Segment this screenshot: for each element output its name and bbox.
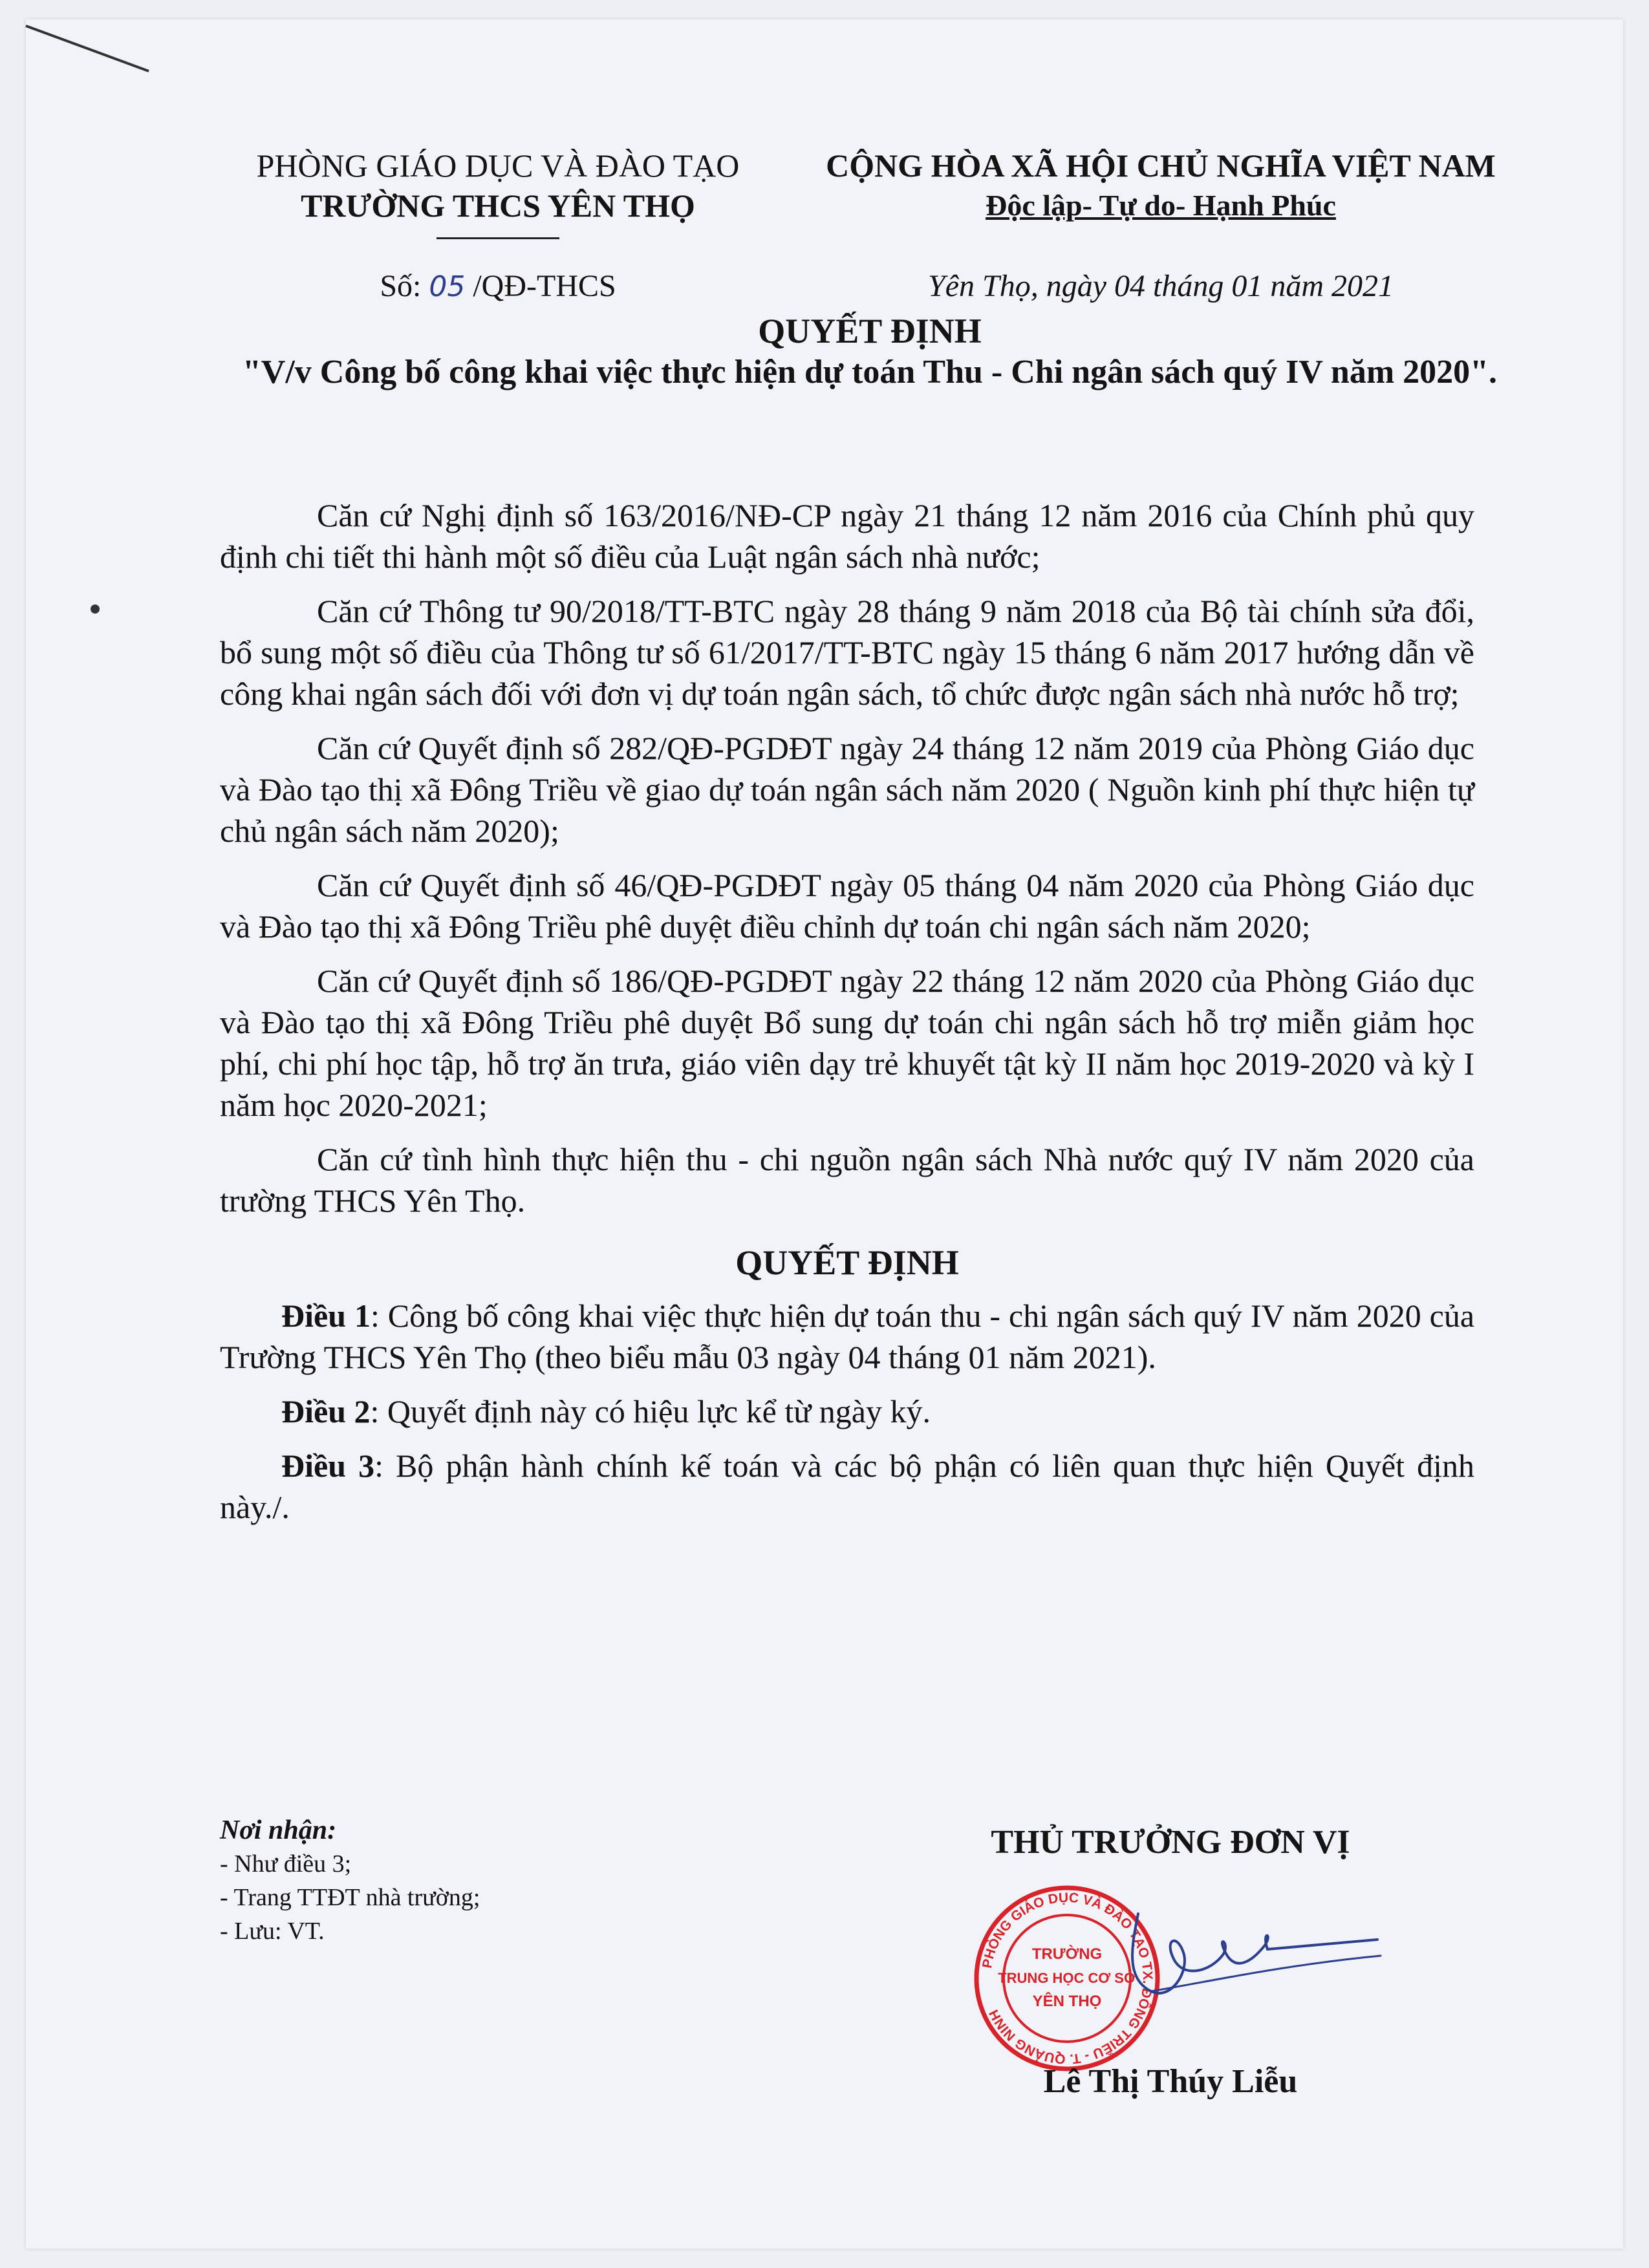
- place-and-date: Yên Thọ, ngày 04 tháng 01 năm 2021: [928, 269, 1394, 303]
- legal-basis: Căn cứ Quyết định số 186/QĐ-PGDĐT ngày 22 tháng 12 năm 2020 của Phòng Giáo dục và Đào tạo thị xã Đông Triều phê duyệt Bổ sung dự toán chi ngân sách hỗ trợ miễn giảm học phí, chi phí học tập, hỗ trợ ăn trưa, giáo viên dạy trẻ khuyết tật kỳ II năm học 2019-2020 và kỳ I năm học 2020-2021;: [220, 963, 1474, 1123]
- recipient-item: - Trang TTĐT nhà trường;: [220, 1884, 480, 1911]
- document-body: [220, 495, 1474, 1541]
- legal-basis: Căn cứ Quyết định số 282/QĐ-PGDĐT ngày 24 tháng 12 năm 2019 của Phòng Giáo dục và Đào tạo thị xã Đông Triều về giao dự toán ngân sách năm 2020 ( Nguồn kinh phí thực hiện tự chủ ngân sách năm 2020);: [220, 730, 1474, 849]
- handwritten-signature: [1112, 1894, 1384, 2011]
- legal-basis: Căn cứ Nghị định số 163/2016/NĐ-CP ngày 21 tháng 12 năm 2016 của Chính phủ quy định chi tiết thi hành một số điều của Luật ngân sách nhà nước;: [220, 497, 1474, 575]
- issuing-agency: [213, 145, 782, 239]
- legal-basis: Căn cứ Quyết định số 46/QĐ-PGDĐT ngày 05 tháng 04 năm 2020 của Phòng Giáo dục và Đào tạo thị xã Đông Triều phê duyệt điều chỉnh dự toán chi ngân sách năm 2020;: [220, 867, 1474, 945]
- svg-text:TRƯỜNG: TRƯỜNG: [1031, 1945, 1103, 1963]
- title-subject: "V/v Công bố công khai việc thực hiện dự toán Thu - Chi ngân sách quý IV năm 2020".: [242, 354, 1498, 390]
- signer-name: Lê Thị Thúy Liễu: [1043, 2063, 1298, 2100]
- header-underline: [436, 237, 559, 239]
- national-motto: Độc lập- Tự do- Hạnh Phúc: [986, 189, 1336, 222]
- signer-title: THỦ TRƯỞNG ĐƠN VỊ: [991, 1824, 1350, 1861]
- recipient-item: - Như điều 3;: [220, 1850, 352, 1878]
- department-name: PHÒNG GIÁO DỤC VÀ ĐÀO TẠO: [256, 147, 740, 184]
- corner-pen-mark: [19, 19, 162, 78]
- national-header: [795, 145, 1526, 226]
- nation-name: CỘNG HÒA XÃ HỘI CHỦ NGHĨA VIỆT NAM: [826, 147, 1496, 184]
- article-3: Điều 3: Bộ phận hành chính kế toán và các bộ phận có liên quan thực hiện Quyết định này./.: [220, 1448, 1474, 1525]
- document-title: [213, 310, 1526, 393]
- legal-basis: Căn cứ tình hình thực hiện thu - chi nguồn ngân sách Nhà nước quý IV năm 2020 của trường THCS Yên Thọ.: [220, 1141, 1474, 1219]
- title-heading: QUYẾT ĐỊNH: [758, 312, 982, 350]
- decision-heading: QUYẾT ĐỊNH: [735, 1243, 959, 1282]
- svg-text:PHÒNG GIÁO DỤC VÀ ĐÀO TẠO TX.: PHÒNG GIÁO DỤC VÀ ĐÀO TẠO TX. ĐÔNG TRIỀU - T. QUẢNG NINH: [980, 1890, 1156, 2067]
- recipients-heading: Nơi nhận:: [220, 1815, 337, 1845]
- handwritten-number: 05: [429, 270, 466, 303]
- article-1: Điều 1: Công bố công khai việc thực hiện dự toán thu - chi ngân sách quý IV năm 2020 của Trường THCS Yên Thọ (theo biểu mẫu 03 ngày 04 tháng 01 năm 2021).: [220, 1298, 1475, 1375]
- article-2: Điều 2: Quyết định này có hiệu lực kể từ ngày ký.: [281, 1393, 931, 1429]
- margin-mark: [91, 604, 100, 614]
- recipients: [220, 1813, 802, 1948]
- school-name: TRƯỜNG THCS YÊN THỌ: [301, 187, 695, 224]
- document-number: Số: 05 /QĐ-THCS: [380, 269, 616, 303]
- legal-basis: Căn cứ Thông tư 90/2018/TT-BTC ngày 28 tháng 9 năm 2018 của Bộ tài chính sửa đổi, bổ sung một số điều của Thông tư số 61/2017/TT-BTC ngày 15 tháng 6 năm 2017 hướng dẫn về công khai ngân sách đối với đơn vị dự toán ngân sách, tổ chức được ngân sách nhà nước hỗ trợ;: [220, 593, 1474, 712]
- recipient-item: - Lưu: VT.: [220, 1918, 325, 1945]
- svg-text:YÊN THỌ: YÊN THỌ: [1032, 1993, 1102, 2010]
- svg-text:TRUNG HỌC CƠ SỞ: TRUNG HỌC CƠ SỞ: [998, 1970, 1136, 1986]
